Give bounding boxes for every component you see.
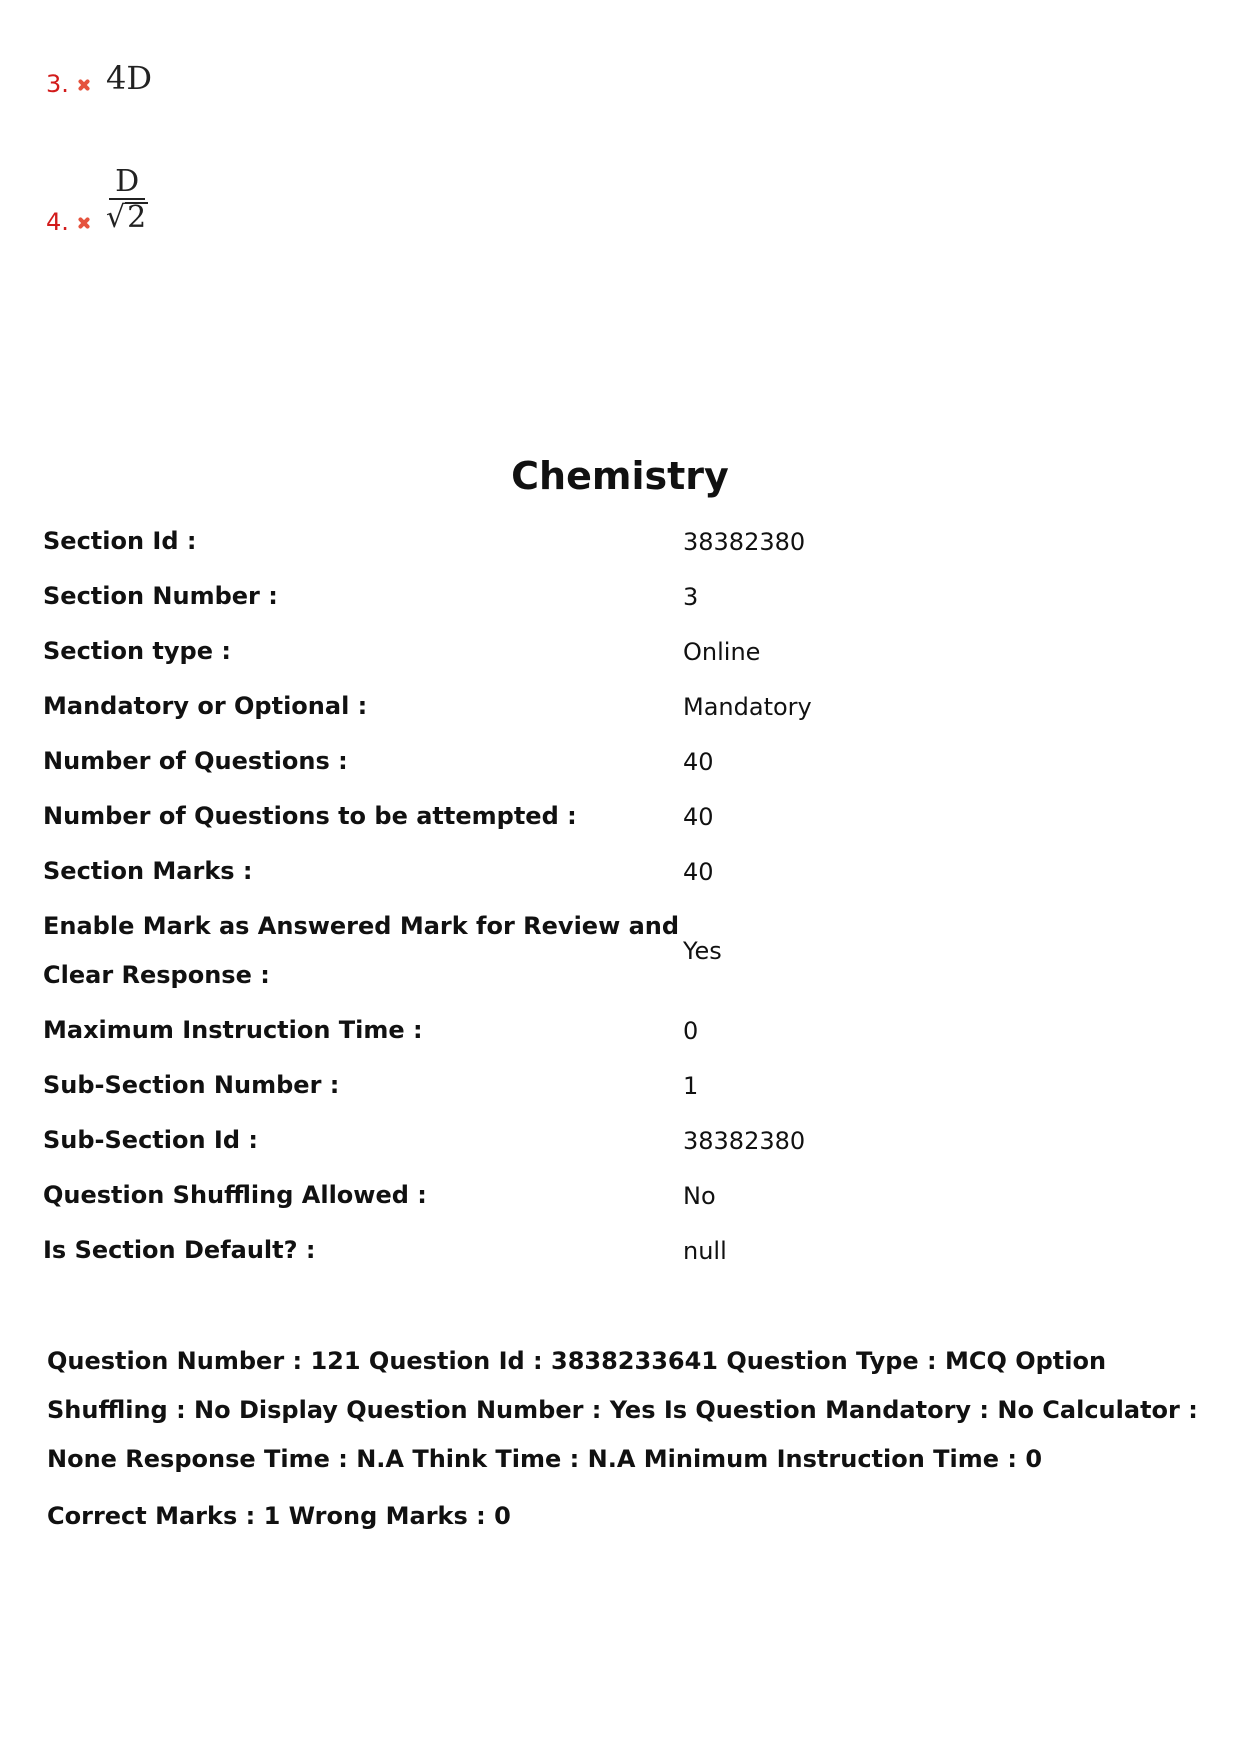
info-value: 0 (683, 1016, 699, 1045)
info-value: 3 (683, 582, 699, 611)
info-row (43, 624, 1193, 679)
info-label: Number of Questions to be attempted : (43, 802, 577, 830)
info-row (43, 569, 1193, 624)
option-4 (46, 166, 148, 234)
info-value: Yes (683, 937, 722, 965)
info-value: 1 (683, 1071, 699, 1100)
wrong-cross-icon (78, 217, 90, 229)
info-row (43, 1223, 1193, 1278)
option-formula-fraction (106, 166, 148, 234)
info-row (43, 1003, 1193, 1058)
info-row (43, 1058, 1193, 1113)
info-row (43, 1113, 1193, 1168)
option-3 (46, 59, 153, 98)
info-label: Section type : (43, 637, 231, 665)
option-formula: 4D (106, 59, 153, 97)
info-row (43, 789, 1193, 844)
info-label: Section Marks : (43, 857, 253, 885)
info-label: Enable Mark as Answered Mark for Review and Clear Response : (43, 912, 680, 989)
info-label: Section Number : (43, 582, 278, 610)
info-value: 40 (683, 747, 714, 776)
info-value: null (683, 1236, 727, 1265)
info-label: Sub-Section Number : (43, 1071, 340, 1099)
option-number: 4. (46, 208, 69, 236)
info-row (43, 679, 1193, 734)
info-label: Is Section Default? : (43, 1236, 316, 1264)
info-label: Mandatory or Optional : (43, 692, 368, 720)
fraction-numerator: D (109, 166, 145, 200)
info-row (43, 844, 1193, 899)
info-label: Maximum Instruction Time : (43, 1016, 423, 1044)
info-value: Mandatory (683, 692, 812, 721)
info-value: No (683, 1181, 716, 1210)
question-marks: Correct Marks : 1 Wrong Marks : 0 (47, 1502, 511, 1530)
info-label: Number of Questions : (43, 747, 348, 775)
section-info-table (43, 514, 1193, 1278)
option-number: 3. (46, 70, 69, 98)
info-value: 38382380 (683, 1126, 806, 1155)
info-row (43, 899, 1193, 1003)
info-row (43, 734, 1193, 789)
section-title: Chemistry (511, 454, 729, 498)
info-value: 40 (683, 802, 714, 831)
info-value: 40 (683, 857, 714, 886)
square-root-icon: √ (106, 200, 126, 235)
info-label: Question Shuffling Allowed : (43, 1181, 427, 1209)
info-value: 38382380 (683, 527, 806, 556)
info-label: Section Id : (43, 527, 197, 555)
fraction-denominator (106, 200, 148, 234)
radicand: 2 (127, 200, 147, 235)
wrong-cross-icon (78, 79, 90, 91)
question-meta: Question Number : 121 Question Id : 3838233641 Question Type : MCQ Option Shuffling : No Display Question Number : Yes Is Question Mandatory : No Calculator : None Response Time : N.A Think Time : N.A Minimum Instruction Time : 0 (47, 1347, 1198, 1473)
info-row (43, 514, 1193, 569)
info-row (43, 1168, 1193, 1223)
info-label: Sub-Section Id : (43, 1126, 258, 1154)
info-value: Online (683, 637, 761, 666)
